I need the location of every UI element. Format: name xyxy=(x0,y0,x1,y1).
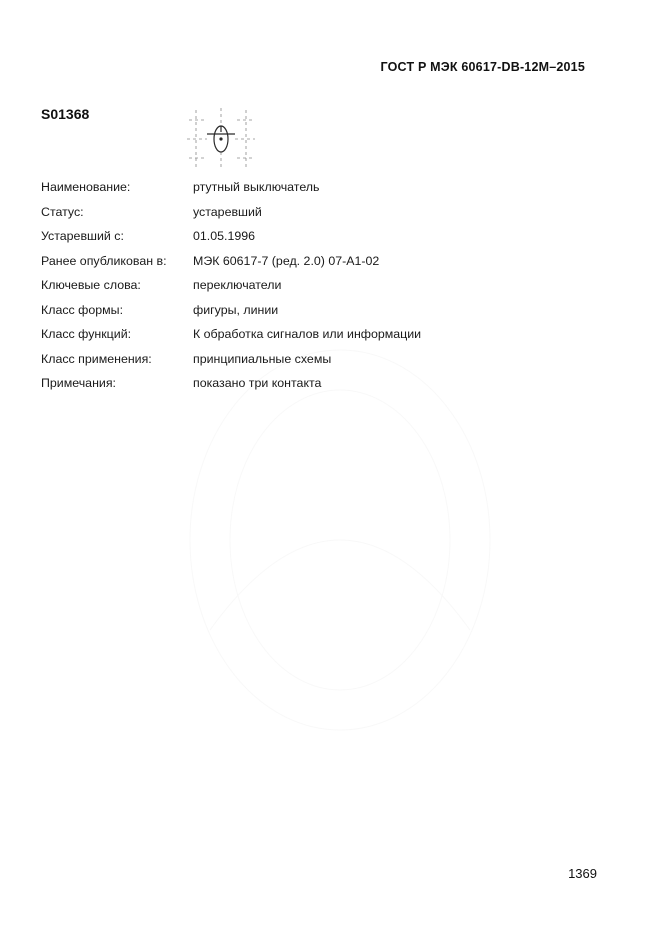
table-row xyxy=(41,303,601,317)
table-row xyxy=(41,180,601,194)
field-value: переключатели xyxy=(193,278,282,292)
field-label: Ключевые слова: xyxy=(41,278,141,292)
table-row xyxy=(41,229,601,243)
symbol-attribute-list xyxy=(41,180,601,401)
field-label: Наименование: xyxy=(41,180,131,194)
page-number: 1369 xyxy=(568,866,597,881)
field-value: 01.05.1996 xyxy=(193,229,256,243)
mercury-switch-symbol xyxy=(183,104,259,174)
symbol-code: S01368 xyxy=(41,106,90,122)
table-row xyxy=(41,327,601,341)
field-value: К обработка сигналов или информации xyxy=(193,327,422,341)
field-label: Примечания: xyxy=(41,376,116,390)
field-label: Статус: xyxy=(41,204,84,219)
field-label: Устаревший с: xyxy=(41,229,124,243)
field-value: МЭК 60617-7 (ред. 2.0) 07-A1-02 xyxy=(193,253,380,268)
field-value: фигуры, линии xyxy=(193,302,279,317)
table-row xyxy=(41,278,601,292)
table-row xyxy=(41,352,601,366)
field-label: Класс применения: xyxy=(41,351,152,366)
standard-header-title: ГОСТ Р МЭК 60617-DB-12M–2015 xyxy=(380,60,585,74)
field-value: ртутный выключатель xyxy=(193,180,320,194)
table-row xyxy=(41,254,601,268)
field-label: Класс функций: xyxy=(41,327,132,341)
field-value: показано три контакта xyxy=(193,376,322,390)
field-value: устаревший xyxy=(193,204,262,219)
table-row xyxy=(41,205,601,219)
table-row xyxy=(41,376,601,390)
field-value: принципиальные схемы xyxy=(193,351,332,366)
field-label: Класс формы: xyxy=(41,302,124,317)
field-label: Ранее опубликован в: xyxy=(41,253,167,268)
